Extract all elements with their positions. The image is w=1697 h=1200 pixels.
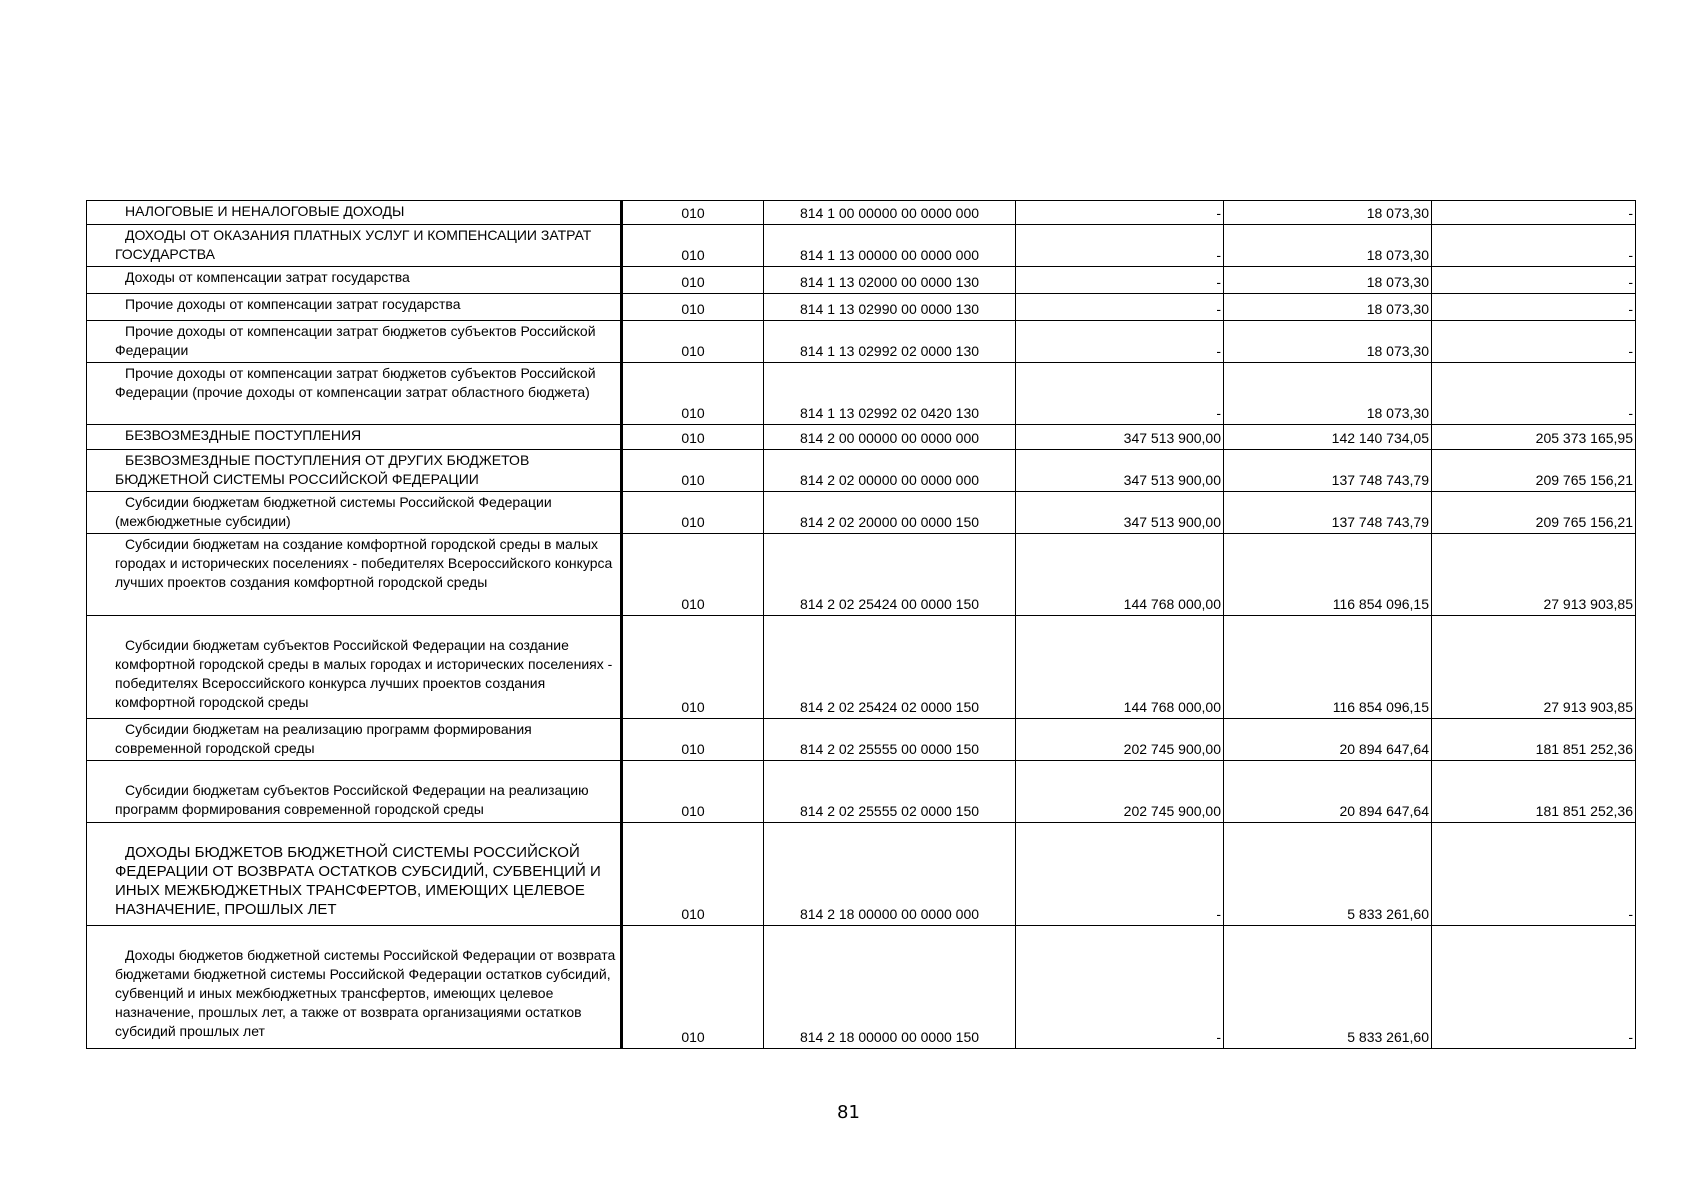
row-line-code: 010 — [622, 201, 764, 225]
row-remaining: 205 373 165,95 — [1432, 425, 1636, 450]
row-name: Субсидии бюджетам на создание комфортной городской среды в малых городах и исторических поселениях - победителях Всероссийского конкурса лучших проектов создания комфортной городской среды — [87, 534, 622, 616]
table-row — [87, 926, 1636, 1049]
row-name: Прочие доходы от компенсации затрат бюджетов субъектов Российской Федерации (прочие доходы от компенсации затрат областного бюджета) — [87, 363, 622, 425]
row-line-code: 010 — [622, 719, 764, 761]
row-remaining: 27 913 903,85 — [1432, 616, 1636, 719]
row-approved: - — [1016, 225, 1224, 267]
row-executed: 142 140 734,05 — [1224, 425, 1432, 450]
row-line-code: 010 — [622, 823, 764, 926]
row-executed: 5 833 261,60 — [1224, 823, 1432, 926]
row-approved: 202 745 900,00 — [1016, 761, 1224, 823]
row-line-code: 010 — [622, 761, 764, 823]
row-approved: - — [1016, 321, 1224, 363]
row-name: Субсидии бюджетам на реализацию программ формирования современной городской среды — [87, 719, 622, 761]
page-number: 81 — [837, 1102, 860, 1123]
row-approved: 144 768 000,00 — [1016, 616, 1224, 719]
row-line-code: 010 — [622, 294, 764, 321]
budget-table — [86, 200, 1636, 1049]
row-name: ДОХОДЫ ОТ ОКАЗАНИЯ ПЛАТНЫХ УСЛУГ И КОМПЕНСАЦИИ ЗАТРАТ ГОСУДАРСТВА — [87, 225, 622, 267]
row-executed: 5 833 261,60 — [1224, 926, 1432, 1049]
row-remaining: - — [1432, 294, 1636, 321]
row-approved: 347 513 900,00 — [1016, 425, 1224, 450]
row-executed: 18 073,30 — [1224, 363, 1432, 425]
row-name: БЕЗВОЗМЕЗДНЫЕ ПОСТУПЛЕНИЯ ОТ ДРУГИХ БЮДЖЕТОВ БЮДЖЕТНОЙ СИСТЕМЫ РОССИЙСКОЙ ФЕДЕРАЦИИ — [87, 450, 622, 492]
table-row — [87, 761, 1636, 823]
row-line-code: 010 — [622, 492, 764, 534]
table-row — [87, 719, 1636, 761]
row-executed: 20 894 647,64 — [1224, 719, 1432, 761]
row-budget-code: 814 2 02 25424 00 0000 150 — [764, 534, 1016, 616]
row-budget-code: 814 2 00 00000 00 0000 000 — [764, 425, 1016, 450]
row-remaining: 209 765 156,21 — [1432, 492, 1636, 534]
table-row — [87, 450, 1636, 492]
row-budget-code: 814 2 02 25555 02 0000 150 — [764, 761, 1016, 823]
table-row — [87, 363, 1636, 425]
row-approved: - — [1016, 201, 1224, 225]
row-remaining: 27 913 903,85 — [1432, 534, 1636, 616]
table-row — [87, 425, 1636, 450]
row-remaining: 181 851 252,36 — [1432, 719, 1636, 761]
table-row — [87, 492, 1636, 534]
row-executed: 116 854 096,15 — [1224, 534, 1432, 616]
row-approved: 202 745 900,00 — [1016, 719, 1224, 761]
table-row — [87, 267, 1636, 294]
row-executed: 20 894 647,64 — [1224, 761, 1432, 823]
row-approved: 347 513 900,00 — [1016, 492, 1224, 534]
row-approved: - — [1016, 267, 1224, 294]
row-executed: 116 854 096,15 — [1224, 616, 1432, 719]
row-executed: 18 073,30 — [1224, 225, 1432, 267]
row-name: Прочие доходы от компенсации затрат государства — [87, 294, 622, 321]
row-line-code: 010 — [622, 425, 764, 450]
row-executed: 18 073,30 — [1224, 201, 1432, 225]
row-budget-code: 814 1 13 02992 02 0420 130 — [764, 363, 1016, 425]
row-budget-code: 814 1 13 00000 00 0000 000 — [764, 225, 1016, 267]
row-name: Прочие доходы от компенсации затрат бюджетов субъектов Российской Федерации — [87, 321, 622, 363]
row-name: Субсидии бюджетам субъектов Российской Федерации на создание комфортной городской среды в малых городах и исторических поселениях - победителях Всероссийского конкурса лучших проектов создания комфортной городской среды — [87, 616, 622, 719]
row-budget-code: 814 2 02 00000 00 0000 000 — [764, 450, 1016, 492]
row-approved: - — [1016, 294, 1224, 321]
row-name: ДОХОДЫ БЮДЖЕТОВ БЮДЖЕТНОЙ СИСТЕМЫ РОССИЙСКОЙ ФЕДЕРАЦИИ ОТ ВОЗВРАТА ОСТАТКОВ СУБСИДИЙ, СУБВЕНЦИЙ И ИНЫХ МЕЖБЮДЖЕТНЫХ ТРАНСФЕРТОВ, ИМЕЮЩИХ ЦЕЛЕВОЕ НАЗНАЧЕНИЕ, ПРОШЛЫХ ЛЕТ — [87, 823, 622, 926]
row-remaining: - — [1432, 267, 1636, 294]
row-approved: 144 768 000,00 — [1016, 534, 1224, 616]
row-approved: - — [1016, 823, 1224, 926]
row-budget-code: 814 1 13 02000 00 0000 130 — [764, 267, 1016, 294]
row-approved: 347 513 900,00 — [1016, 450, 1224, 492]
table-row — [87, 823, 1636, 926]
row-name: Доходы от компенсации затрат государства — [87, 267, 622, 294]
row-line-code: 010 — [622, 534, 764, 616]
row-name: Субсидии бюджетам бюджетной системы Российской Федерации (межбюджетные субсидии) — [87, 492, 622, 534]
row-remaining: - — [1432, 363, 1636, 425]
row-line-code: 010 — [622, 616, 764, 719]
row-name: НАЛОГОВЫЕ И НЕНАЛОГОВЫЕ ДОХОДЫ — [87, 201, 622, 225]
row-executed: 137 748 743,79 — [1224, 450, 1432, 492]
row-line-code: 010 — [622, 225, 764, 267]
row-executed: 137 748 743,79 — [1224, 492, 1432, 534]
row-remaining: - — [1432, 926, 1636, 1049]
row-line-code: 010 — [622, 450, 764, 492]
table-row — [87, 321, 1636, 363]
row-remaining: - — [1432, 201, 1636, 225]
row-remaining: - — [1432, 321, 1636, 363]
row-budget-code: 814 2 02 25555 00 0000 150 — [764, 719, 1016, 761]
row-approved: - — [1016, 363, 1224, 425]
row-executed: 18 073,30 — [1224, 321, 1432, 363]
row-budget-code: 814 1 00 00000 00 0000 000 — [764, 201, 1016, 225]
row-budget-code: 814 2 18 00000 00 0000 000 — [764, 823, 1016, 926]
row-executed: 18 073,30 — [1224, 267, 1432, 294]
row-name: Субсидии бюджетам субъектов Российской Федерации на реализацию программ формирования современной городской среды — [87, 761, 622, 823]
row-remaining: 181 851 252,36 — [1432, 761, 1636, 823]
row-budget-code: 814 1 13 02990 00 0000 130 — [764, 294, 1016, 321]
row-executed: 18 073,30 — [1224, 294, 1432, 321]
row-budget-code: 814 1 13 02992 02 0000 130 — [764, 321, 1016, 363]
row-remaining: - — [1432, 225, 1636, 267]
row-name: БЕЗВОЗМЕЗДНЫЕ ПОСТУПЛЕНИЯ — [87, 425, 622, 450]
row-line-code: 010 — [622, 926, 764, 1049]
table-row — [87, 201, 1636, 225]
table-row — [87, 294, 1636, 321]
row-approved: - — [1016, 926, 1224, 1049]
row-budget-code: 814 2 02 25424 02 0000 150 — [764, 616, 1016, 719]
row-name: Доходы бюджетов бюджетной системы Российской Федерации от возврата бюджетами бюджетной системы Российской Федерации остатков субсидий, субвенций и иных межбюджетных трансфертов, имеющих целевое назначение, прошлых лет, а также от возврата организациями остатков субсидий прошлых лет — [87, 926, 622, 1049]
row-line-code: 010 — [622, 267, 764, 294]
table-row — [87, 225, 1636, 267]
row-budget-code: 814 2 18 00000 00 0000 150 — [764, 926, 1016, 1049]
row-remaining: 209 765 156,21 — [1432, 450, 1636, 492]
row-budget-code: 814 2 02 20000 00 0000 150 — [764, 492, 1016, 534]
row-remaining: - — [1432, 823, 1636, 926]
table-row — [87, 534, 1636, 616]
table-row — [87, 616, 1636, 719]
row-line-code: 010 — [622, 363, 764, 425]
row-line-code: 010 — [622, 321, 764, 363]
